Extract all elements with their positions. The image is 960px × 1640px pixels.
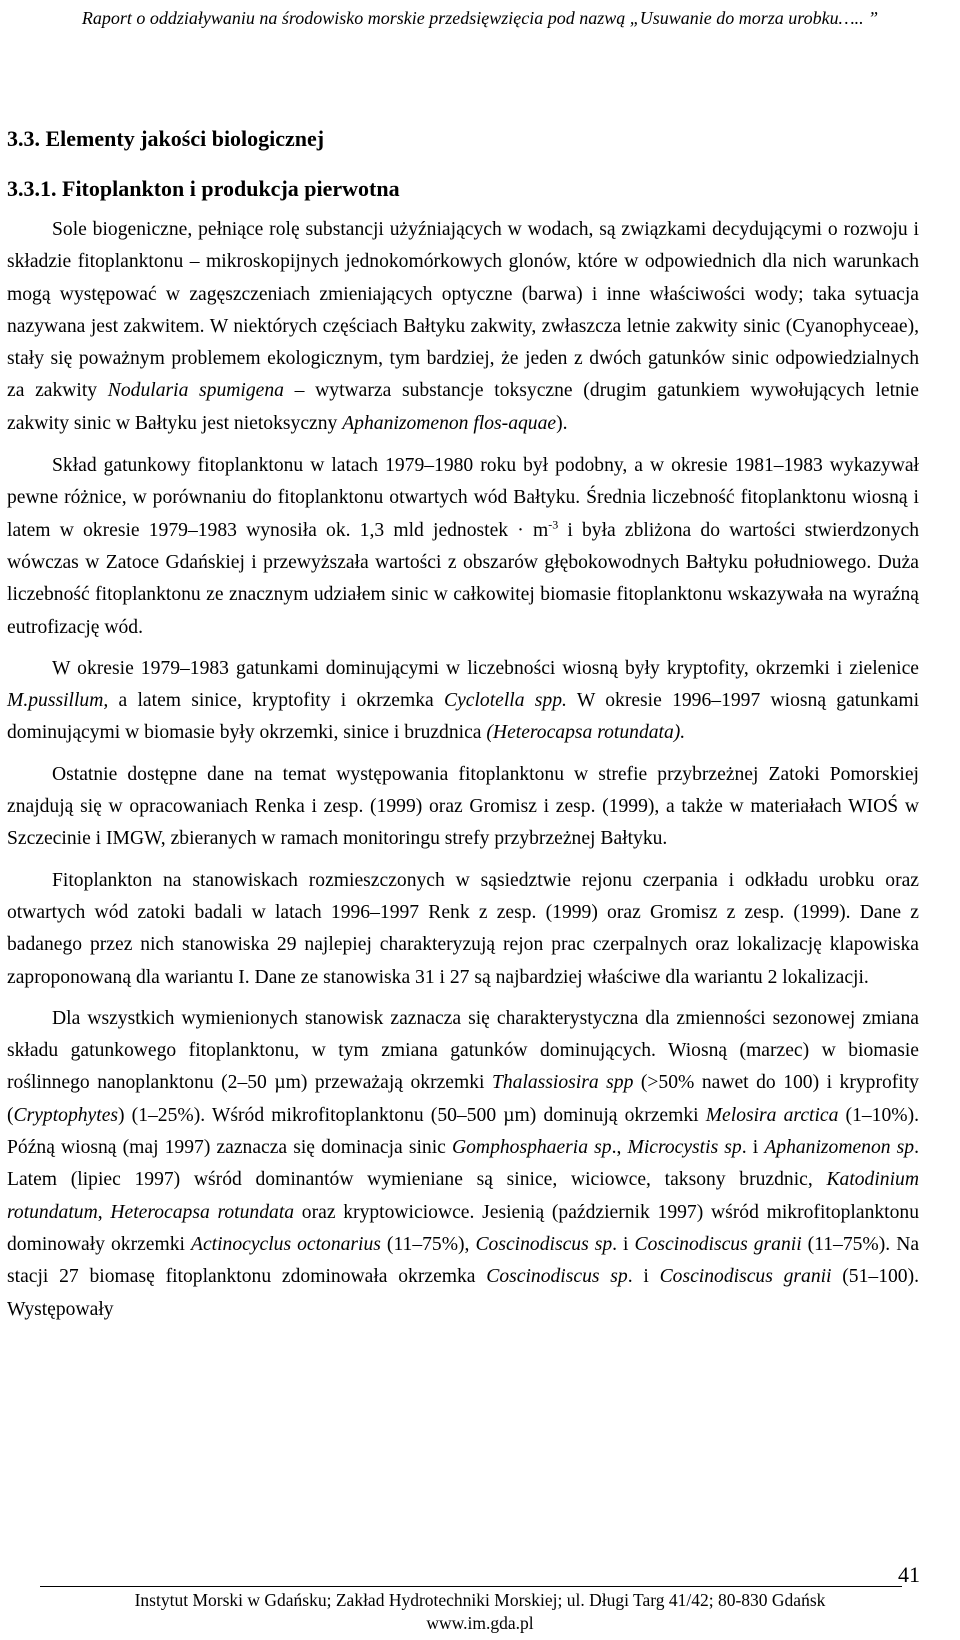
- paragraph-5: Fitoplankton na stanowiskach rozmieszczonych w sąsiedztwie rejonu czerpania i odkładu urobku oraz otwartych wód zatoki badali w latach 1996–1997 Renk z zesp. (1999) oraz Gromisz z zesp. (1999). Dane z badanego przez nich stanowiska 29 najlepiej charakteryzują rejon prac czerpalnych oraz lokalizację klapowiska zaproponowaną dla wariantu I. Dane ze stanowiska 31 i 27 są najbardziej właściwe dla wariantu 2 lokalizacji.: [7, 869, 919, 988]
- running-header: Raport o oddziaływaniu na środowisko morskie przedsięwzięcia pod nazwą „Usuwanie do morza urobku….. ”: [81, 8, 879, 28]
- footer-website: www.im.gda.pl: [426, 1613, 534, 1633]
- paragraph-4: Ostatnie dostępne dane na temat występowania fitoplanktonu w strefie przybrzeżnej Zatoki Pomorskiej znajdują się w opracowaniach Renka i zesp. (1999) oraz Gromisz i zesp. (1999), a także w materiałach WIOŚ w Szczecinie i IMGW, zbieranych w ramach monitoringu strefy przybrzeżnej Bałtyku.: [7, 763, 919, 850]
- paragraph-1: Sole biogeniczne, pełniące rolę substancji użyźniających w wodach, są związkami decydującymi o rozwoju i składzie fitoplanktonu – mikroskopijnych jednokomórkowych glonów, które w odpowiednich dla nich warunkach mogą występować w zagęszczeniach zmieniających optyczne (barwa) i inne właściwości wody; taka sytuacja nazywana jest zakwitem. W niektórych częściach Bałtyku zakwity, zwłaszcza letnie zakwity sinic (Cyanophyceae), stały się poważnym problemem ekologicznym, tym bardziej, że jeden z dwóch gatunków sinic odpowiedzialnych za zakwity Nodularia spumigena – wytwarza substancje toksyczne (drugim gatunkiem wywołujących letnie zakwity sinic w Bałtyku jest nietoksyczny Aphanizomenon flos-aquae).: [7, 219, 919, 434]
- paragraph-3: W okresie 1979–1983 gatunkami dominującymi w liczebności wiosną były kryptofity, okrzemki i zielenice M.pussillum, a latem sinice, kryptofity i okrzemka Cyclotella spp. W okresie 1996–1997 wiosną gatunkami dominującymi w biomasie były okrzemki, sinice i bruzdnica (Heterocapsa rotundata).: [7, 657, 920, 744]
- footer: [0, 1589, 960, 1635]
- paragraph-2: Skład gatunkowy fitoplanktonu w latach 1979–1980 roku był podobny, a w okresie 1981–1983 wykazywał pewne różnice, w porównaniu do fitoplanktonu otwartych wód Bałtyku. Średnia liczebność fitoplanktonu wiosną i latem w okresie 1979–1983 wynosiła ok. 1,3 mld jednostek · $m^{-3}$ i była zbliżona do wartości stwierdzonych wówczas w Zatoce Gdańskiej i przewyższała wartości z obszarów głębokowodnych Bałtyku południowego. Duża liczebność fitoplanktonu ze znacznym udziałem sinic w całkowitej biomasie fitoplanktonu wskazywała na wyraźną eutrofizację wód.: [7, 455, 920, 638]
- footer-divider: [40, 1586, 902, 1587]
- footer-address: Instytut Morski w Gdańsku; Zakład Hydrotechniki Morskiej; ul. Długi Targ 41/42; 80-830 Gdańsk: [134, 1590, 826, 1610]
- section-heading: 3.3. Elementy jakości biologicznej: [7, 126, 325, 151]
- page-number: 41: [898, 1562, 920, 1587]
- subsection-heading: 3.3.1. Fitoplankton i produkcja pierwotna: [7, 176, 400, 201]
- paragraph-6: Dla wszystkich wymienionych stanowisk zaznacza się charakterystyczna dla zmienności sezonowej zmiana składu gatunkowego fitoplanktonu, w tym zmiana gatunków dominujących. Wiosną (marzec) w biomasie roślinnego nanoplanktonu (2–50 µm) przeważają okrzemki Thalassiosira spp (>50% nawet do 100) i kryprofity (Cryptophytes) (1–25%). Wśród mikrofitoplanktonu (50–500 µm) dominują okrzemki Melosira arctica (1–10%). Późną wiosną (maj 1997) zaznacza się dominacja sinic Gomphosphaeria sp., Microcystis sp. i Aphanizomenon sp. Latem (lipiec 1997) wśród dominantów wymieniane są sinice, wiciowce, taksony bruzdnic, Katodinium rotundatum, Heterocapsa rotundata oraz kryptowiciowce. Jesienią (październik 1997) wśród mikrofitoplanktonu dominowały okrzemki Actinocyclus octonarius (11–75%), Coscinodiscus sp. i Coscinodiscus granii (11–75%). Na stacji 27 biomasę fitoplanktonu zdominowała okrzemka Coscinodiscus sp. i Coscinodiscus granii (51–100). Występowały: [7, 1007, 920, 1320]
- body-text: [7, 214, 919, 1335]
